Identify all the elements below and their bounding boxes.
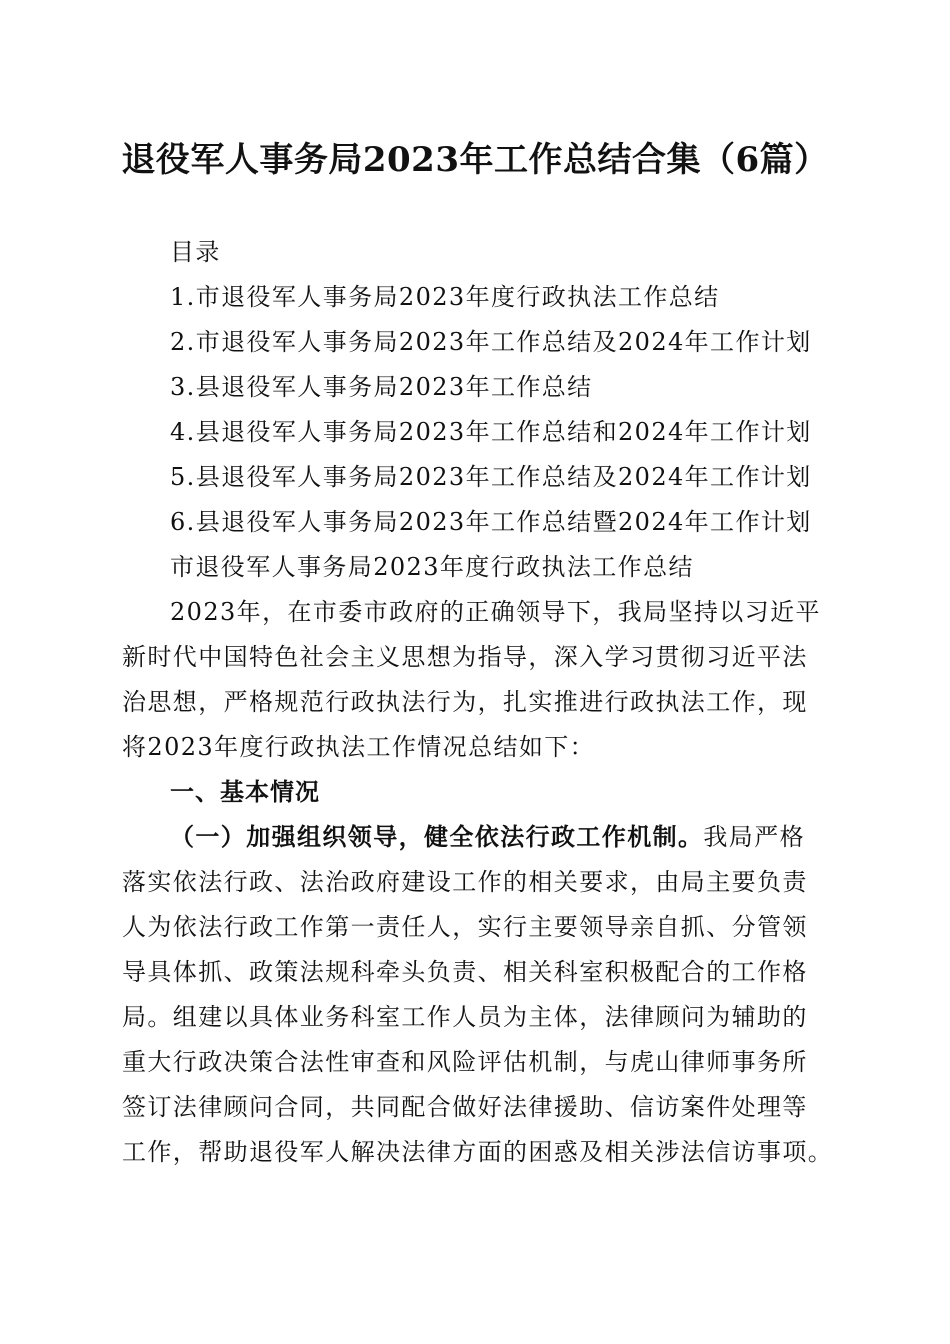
- paragraph-line: 落实依法行政、法治政府建设工作的相关要求，由局主要负责: [122, 868, 808, 896]
- heading-basic-situation: 一、基本情况: [170, 778, 320, 806]
- subheading-lead: （一）加强组织领导，健全依法行政工作机制。: [170, 822, 704, 851]
- document-title: 退役军人事务局2023年工作总结合集（6篇）: [121, 140, 829, 180]
- paragraph-line: 导具体抓、政策法规科牵头负责、相关科室积极配合的工作格: [122, 958, 808, 986]
- paragraph-first-line: [170, 822, 805, 852]
- paragraph-text: 我局严格: [703, 823, 806, 851]
- section-title: 市退役军人事务局2023年度行政执法工作总结: [170, 553, 694, 581]
- toc-item: 3.县退役军人事务局2023年工作总结: [170, 373, 593, 401]
- toc-item: 5.县退役军人事务局2023年工作总结及2024年工作计划: [170, 463, 812, 491]
- intro-line: 治思想，严格规范行政执法行为，扎实推进行政执法工作，现: [122, 688, 808, 716]
- paragraph-line: 工作，帮助退役军人解决法律方面的困惑及相关涉法信访事项。: [122, 1138, 834, 1166]
- intro-line: 新时代中国特色社会主义思想为指导，深入学习贯彻习近平法: [122, 643, 808, 671]
- toc-item: 1.市退役军人事务局2023年度行政执法工作总结: [170, 283, 720, 311]
- paragraph-line: 局。组建以具体业务科室工作人员为主体，法律顾问为辅助的: [122, 1003, 808, 1031]
- paragraph-line: 签订法律顾问合同，共同配合做好法律援助、信访案件处理等: [122, 1093, 808, 1121]
- intro-line: 2023年，在市委市政府的正确领导下，我局坚持以习近平: [170, 598, 821, 626]
- intro-line: 将2023年度行政执法工作情况总结如下：: [122, 733, 596, 761]
- toc-label: 目录: [170, 238, 221, 266]
- toc-item: 2.市退役军人事务局2023年工作总结及2024年工作计划: [170, 328, 812, 356]
- paragraph-line: 人为依法行政工作第一责任人，实行主要领导亲自抓、分管领: [122, 913, 808, 941]
- toc-item: 4.县退役军人事务局2023年工作总结和2024年工作计划: [170, 418, 812, 446]
- toc-item: 6.县退役军人事务局2023年工作总结暨2024年工作计划: [170, 508, 812, 536]
- paragraph-line: 重大行政决策合法性审查和风险评估机制，与虎山律师事务所: [122, 1048, 808, 1076]
